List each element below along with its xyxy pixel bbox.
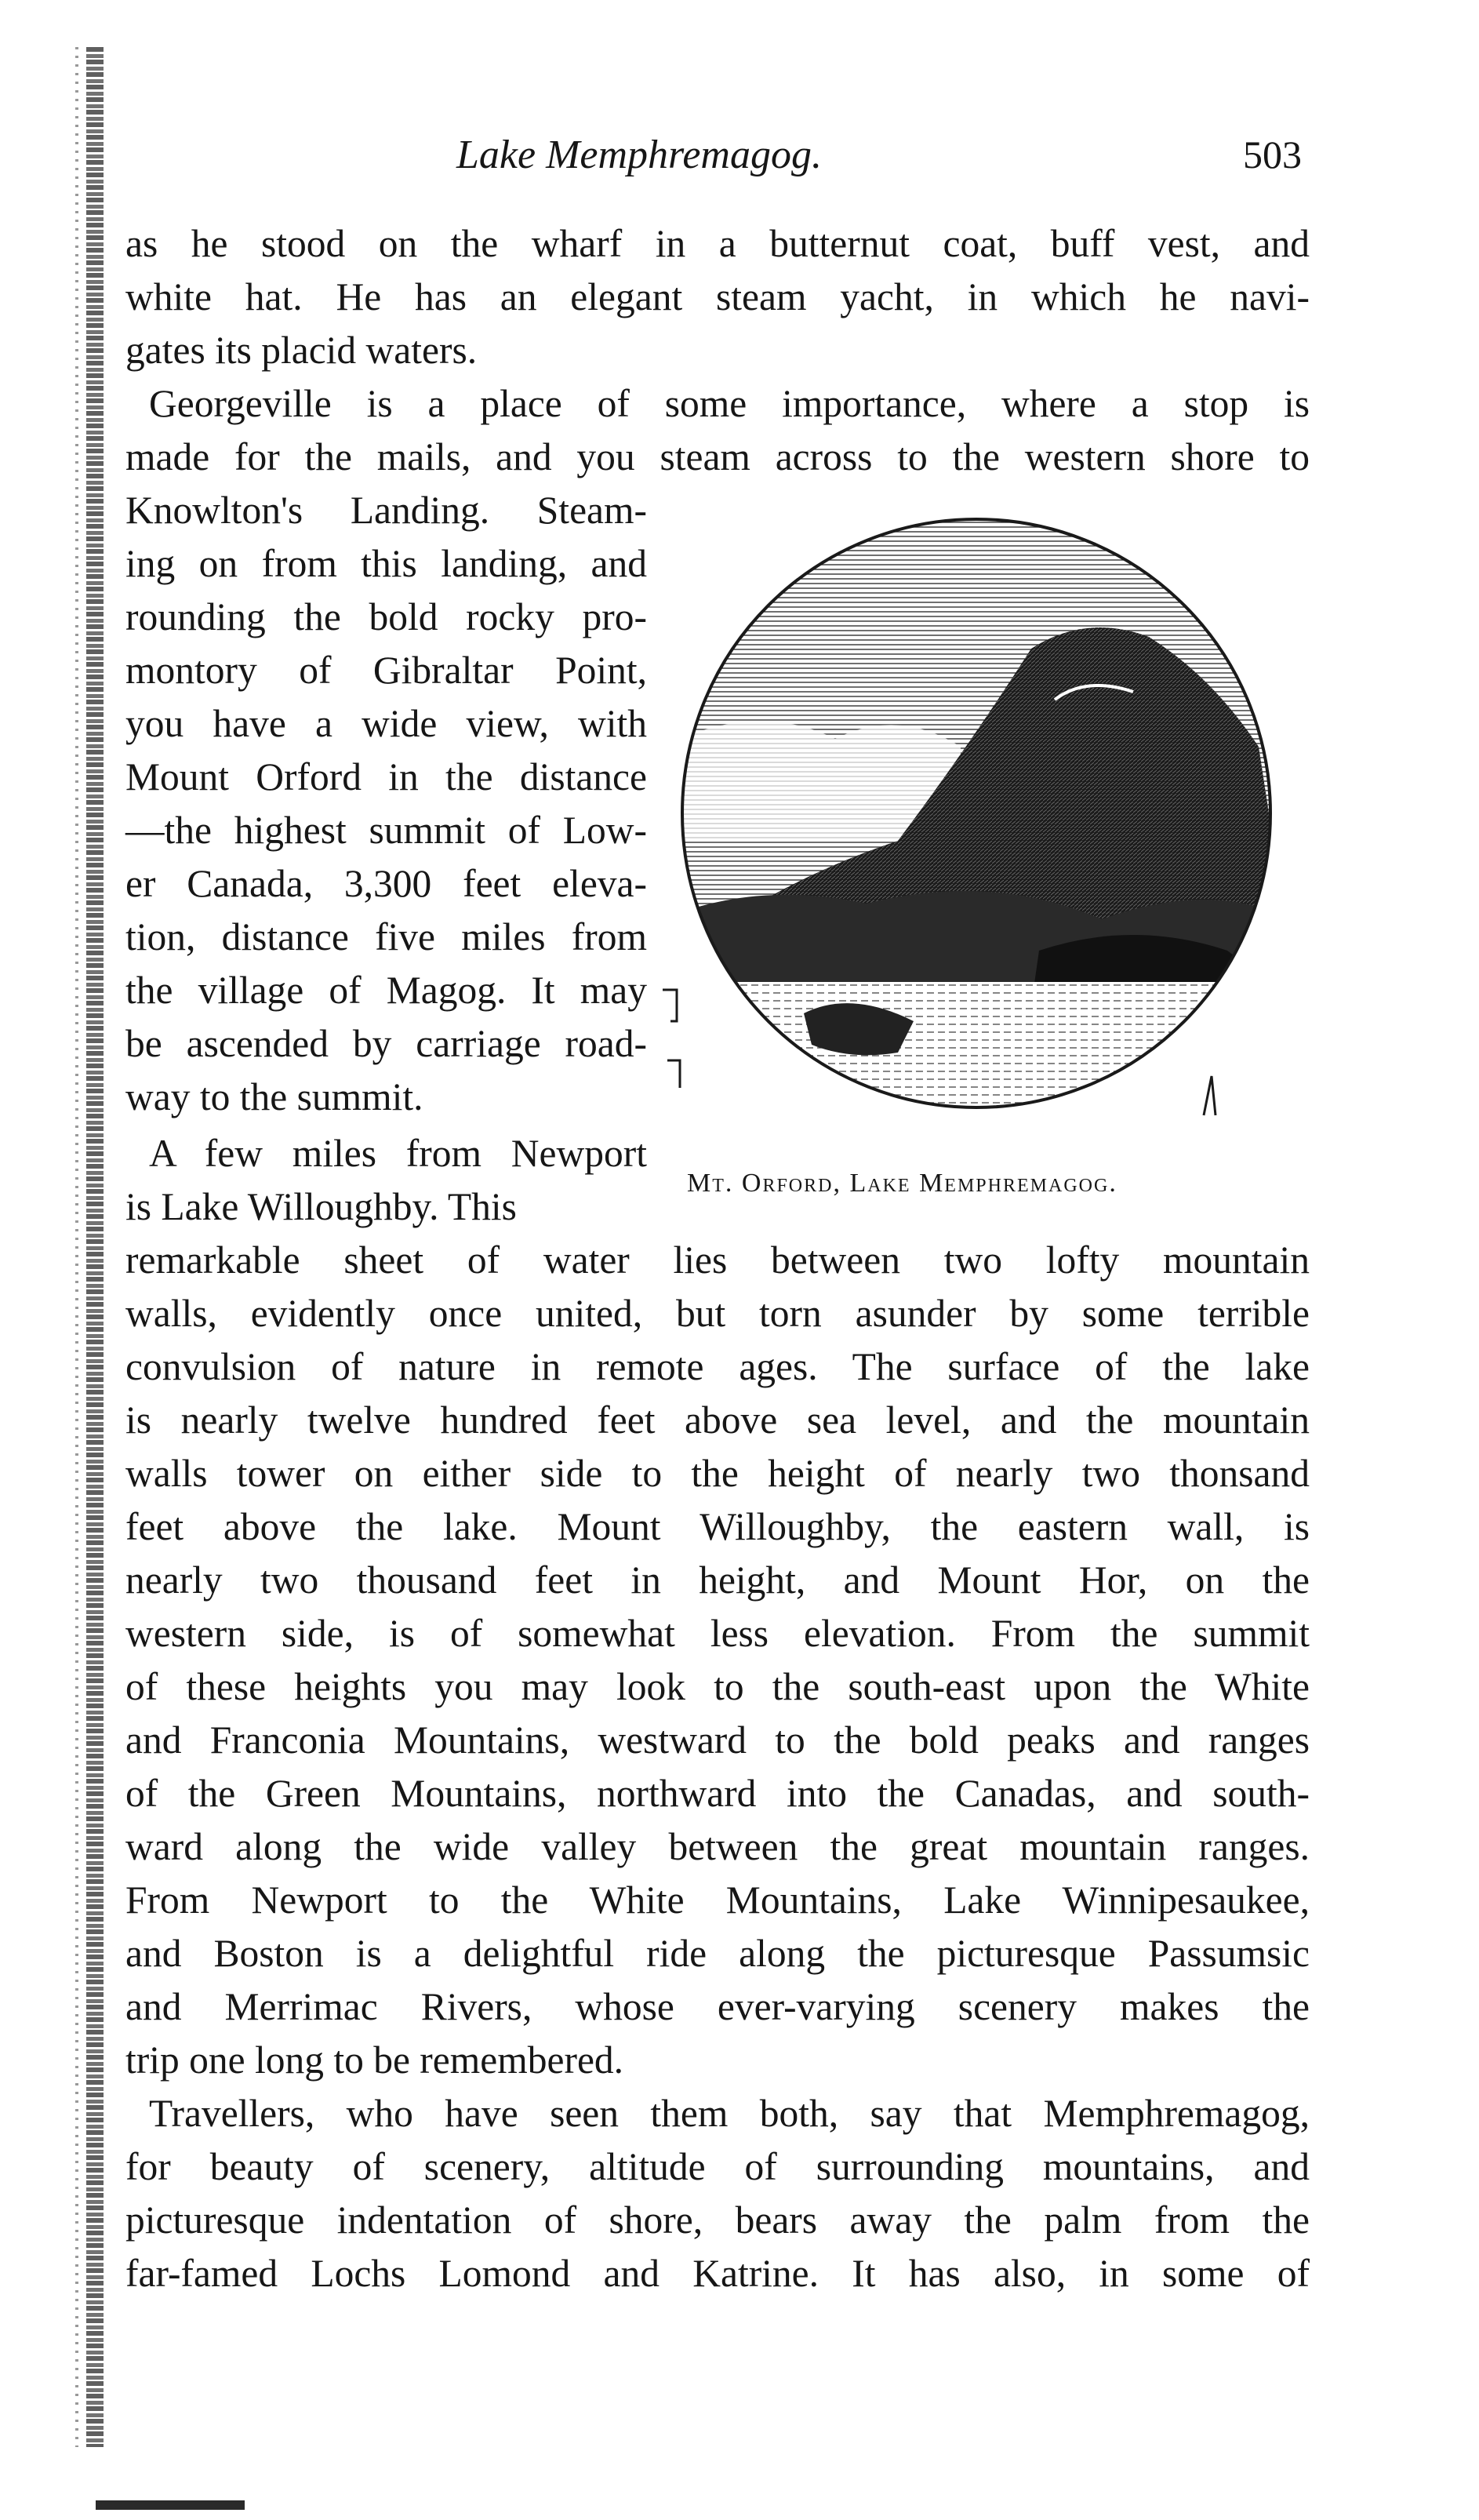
page-edge-mark: [96, 2500, 245, 2510]
text-line: be ascended by carriage road-: [125, 1022, 647, 1065]
text-line: the village of Magog. It may: [125, 969, 647, 1012]
text-line: for beauty of scenery, altitude of surrounding mountains, and: [125, 2145, 1310, 2188]
paragraph-start: Georgeville is a place of some importance, where a stop is: [149, 382, 1310, 425]
text-line: nearly two thousand feet in height, and Mount Hor, on the: [125, 1558, 1310, 1602]
text-line: er Canada, 3,300 feet eleva-: [125, 862, 647, 905]
text-line: montory of Gibraltar Point,: [125, 649, 647, 692]
text-line: of the Green Mountains, northward into the Canadas, and south-: [125, 1772, 1310, 1815]
text-line: walls, evidently once united, but torn asunder by some terrible: [125, 1292, 1310, 1335]
text-line: western side, is of somewhat less elevation. From the summit: [125, 1612, 1310, 1655]
text-line: gates its placid waters.: [125, 329, 478, 372]
text-line: remarkable sheet of water lies between two lofty mountain: [125, 1238, 1310, 1282]
paragraph-start: Travellers, who have seen them both, say that Memphremagog,: [149, 2092, 1310, 2135]
text-line: and Franconia Mountains, westward to the bold peaks and ranges: [125, 1718, 1310, 1762]
text-line: rounding the bold rocky pro-: [125, 595, 647, 638]
text-line: convulsion of nature in remote ages. The surface of the lake: [125, 1345, 1310, 1388]
binding-shadow: [86, 47, 104, 2447]
running-title: Lake Memphremagog.: [456, 133, 822, 177]
text-line: Mount Orford in the distance: [125, 755, 647, 798]
text-line: is nearly twelve hundred feet above sea level, and the mountain: [125, 1398, 1310, 1442]
text-line: feet above the lake. Mount Willoughby, the eastern wall, is: [125, 1505, 1310, 1548]
text-line: From Newport to the White Mountains, Lake Winnipesaukee,: [125, 1878, 1310, 1922]
text-line: of these heights you may look to the south-east upon the White: [125, 1665, 1310, 1708]
page-number: 503: [1243, 133, 1302, 176]
text-line: way to the summit.: [125, 1075, 423, 1118]
text-line: —the highest summit of Low-: [125, 809, 647, 852]
text-line: is Lake Willoughby. This: [125, 1185, 517, 1228]
text-line: far-famed Lochs Lomond and Katrine. It has also, in some of: [125, 2252, 1310, 2295]
figure-caption: Mt. Orford, Lake Memphremagog.: [687, 1169, 1117, 1198]
paragraph-start: A few miles from Newport: [149, 1132, 647, 1175]
text-line: tion, distance five miles from: [125, 915, 647, 958]
text-line: walls tower on either side to the height of nearly two thonsand: [125, 1452, 1310, 1495]
text-line: and Merrimac Rivers, whose ever-varying scenery makes the: [125, 1985, 1310, 2028]
text-line: picturesque indentation of shore, bears away the palm from the: [125, 2198, 1310, 2242]
binding-shadow-thin: [75, 47, 78, 2447]
text-line: ward along the wide valley between the great mountain ranges.: [125, 1825, 1310, 1868]
mount-orford-illustration: [663, 511, 1278, 1122]
text-line: white hat. He has an elegant steam yacht, in which he navi-: [125, 275, 1310, 318]
text-line: and Boston is a delightful ride along the picturesque Passumsic: [125, 1932, 1310, 1975]
text-line: as he stood on the wharf in a butternut coat, buff vest, and: [125, 222, 1310, 265]
page-header: [125, 132, 1302, 185]
text-line: trip one long to be remembered.: [125, 2038, 624, 2082]
text-line: Knowlton's Landing. Steam-: [125, 489, 647, 532]
text-line: you have a wide view, with: [125, 702, 647, 745]
text-line: ing on from this landing, and: [125, 542, 647, 585]
text-line: made for the mails, and you steam across to the western shore to: [125, 435, 1310, 478]
